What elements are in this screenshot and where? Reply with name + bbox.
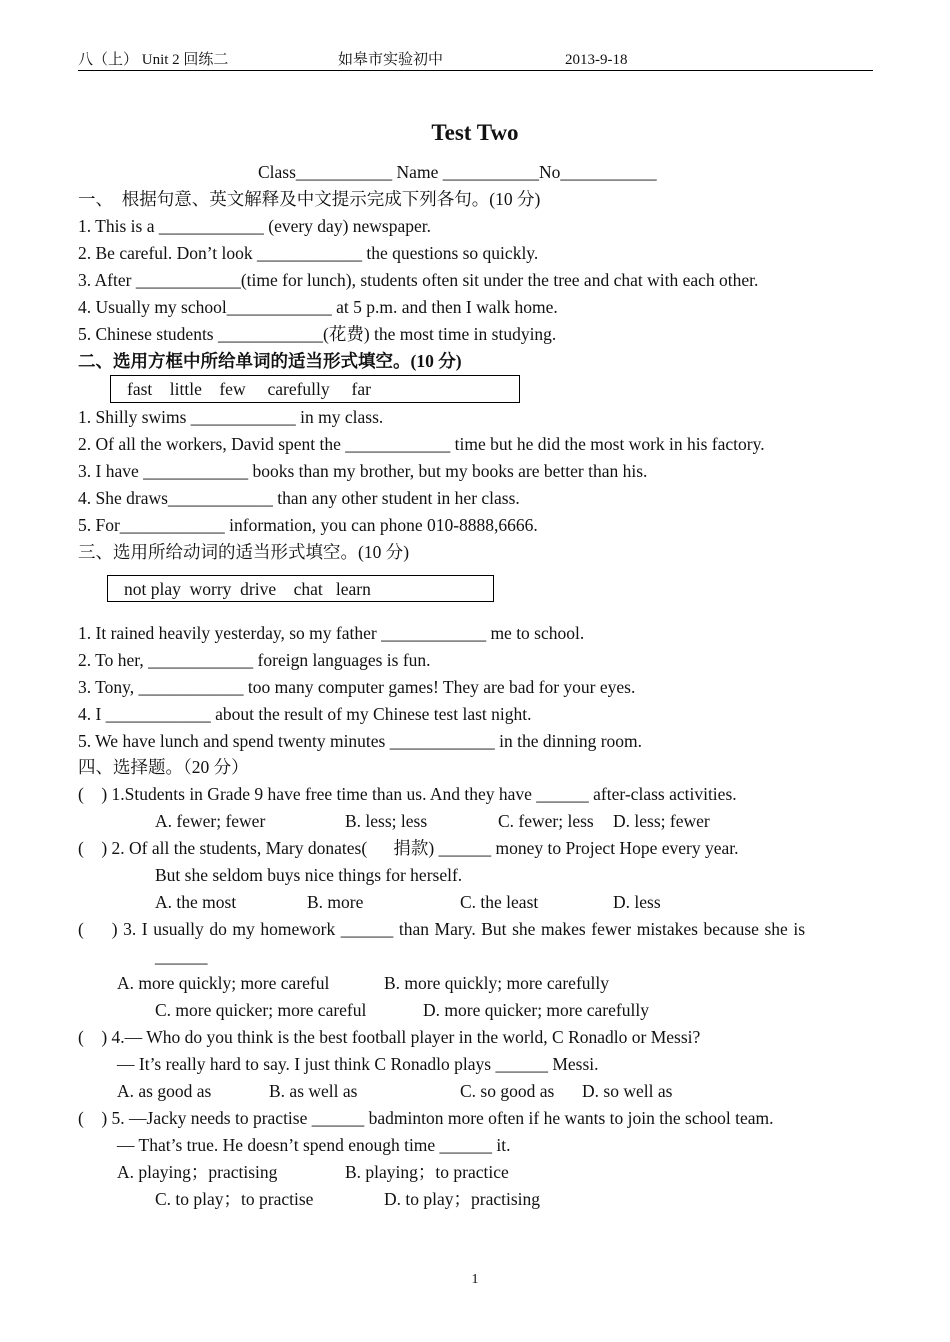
question-2-option-a: A. the most (155, 892, 237, 912)
question-2-stem: ( ) 2. Of all the students, Mary donates( 捐款) ______ money to Project Hope every year. (78, 838, 739, 858)
section3-word-box: not play worry drive chat learn (107, 575, 494, 602)
section3-item: 3. Tony, ____________ too many computer games! They are bad for your eyes. (78, 677, 636, 697)
page-title: Test Two (431, 120, 519, 145)
page-number: 1 (471, 1272, 479, 1287)
section1-item: 4. Usually my school____________ at 5 p.m. and then I walk home. (78, 297, 558, 317)
question-4-option-a: A. as good as (117, 1081, 212, 1101)
section2-item: 4. She draws____________ than any other student in her class. (78, 488, 520, 508)
question-4-option-d: D. so well as (582, 1081, 673, 1101)
question-2-option-c: C. the least (460, 892, 539, 912)
section4-heading: 四、选择题。（20 分） (78, 757, 249, 777)
question-5-option-a: A. playing；practising (117, 1162, 278, 1182)
section2-item: 3. I have ____________ books than my brother, but my books are better than his. (78, 461, 648, 481)
header-right: 2013-9-18 (565, 52, 628, 68)
question-2-stem-continued: But she seldom buys nice things for herself. (155, 865, 463, 885)
section3-heading: 三、选用所给动词的适当形式填空。(10 分) (78, 542, 410, 562)
question-1-option-a: A. fewer; fewer (155, 811, 266, 831)
header-rule (78, 70, 873, 71)
section2-word-box: fast little few carefully far (110, 375, 520, 403)
question-5-option-d: D. to play；practising (384, 1189, 541, 1209)
section1-item: 1. This is a ____________ (every day) newspaper. (78, 216, 432, 236)
header-middle: 如皋市实验初中 (338, 52, 444, 68)
question-4-stem: ( ) 4.— Who do you think is the best football player in the world, C Ronadlo or Messi? (78, 1027, 701, 1047)
section1-heading: 一、 根据句意、英文解释及中文提示完成下列各句。(10 分) (78, 189, 541, 209)
question-4-stem-continued: — It’s really hard to say. I just think C Ronadlo plays ______ Messi. (117, 1054, 599, 1074)
section2-item: 1. Shilly swims ____________ in my class. (78, 407, 384, 427)
section2-heading: 二、选用方框中所给单词的适当形式填空。(10 分) (78, 351, 462, 371)
question-5-option-b: B. playing；to practice (345, 1162, 509, 1182)
question-4-option-b: B. as well as (269, 1081, 358, 1101)
section2-item: 2. Of all the workers, David spent the ____________ time but he did the most work in his factory. (78, 434, 765, 454)
section3-item: 4. I ____________ about the result of my Chinese test last night. (78, 704, 532, 724)
question-1-option-b: B. less; less (345, 811, 428, 831)
question-5-stem: ( ) 5. —Jacky needs to practise ______ badminton more often if he wants to join the school team. (78, 1108, 774, 1128)
question-5-option-c: C. to play；to practise (155, 1189, 314, 1209)
question-2-option-b: B. more (307, 892, 364, 912)
question-1-option-c: C. fewer; less (498, 811, 594, 831)
section2-item: 5. For____________ information, you can phone 010-8888,6666. (78, 515, 538, 535)
question-4-option-c: C. so good as (460, 1081, 555, 1101)
section3-item: 1. It rained heavily yesterday, so my father ____________ me to school. (78, 623, 585, 643)
section3-item: 2. To her, ____________ foreign languages is fun. (78, 650, 431, 670)
question-3-option-a: A. more quickly; more careful (117, 973, 330, 993)
section3-item: 5. We have lunch and spend twenty minutes ____________ in the dinning room. (78, 731, 643, 751)
question-3-option-b: B. more quickly; more carefully (384, 973, 609, 993)
section1-item: 2. Be careful. Don’t look ____________ the questions so quickly. (78, 243, 539, 263)
question-2-option-d: D. less (613, 892, 661, 912)
question-1-stem: ( ) 1.Students in Grade 9 have free time than us. And they have ______ after-class activities. (78, 784, 737, 804)
question-5-stem-continued: — That’s true. He doesn’t spend enough time ______ it. (117, 1135, 511, 1155)
header-left: 八（上） Unit 2 回练二 (78, 52, 229, 68)
question-3-stem-continued: ______ (155, 946, 208, 966)
student-info-line: Class___________ Name ___________No___________ (258, 162, 657, 182)
question-3-option-c: C. more quicker; more careful (155, 1000, 367, 1020)
section1-item: 5. Chinese students ____________(花费) the most time in studying. (78, 324, 557, 344)
question-3-option-d: D. more quicker; more carefully (423, 1000, 649, 1020)
section1-item: 3. After ____________(time for lunch), students often sit under the tree and chat with each other. (78, 270, 759, 290)
question-1-option-d: D. less; fewer (613, 811, 710, 831)
question-3-stem: ( ) 3. I usually do my homework ______ than Mary. But she makes fewer mistakes because she is (78, 919, 806, 939)
